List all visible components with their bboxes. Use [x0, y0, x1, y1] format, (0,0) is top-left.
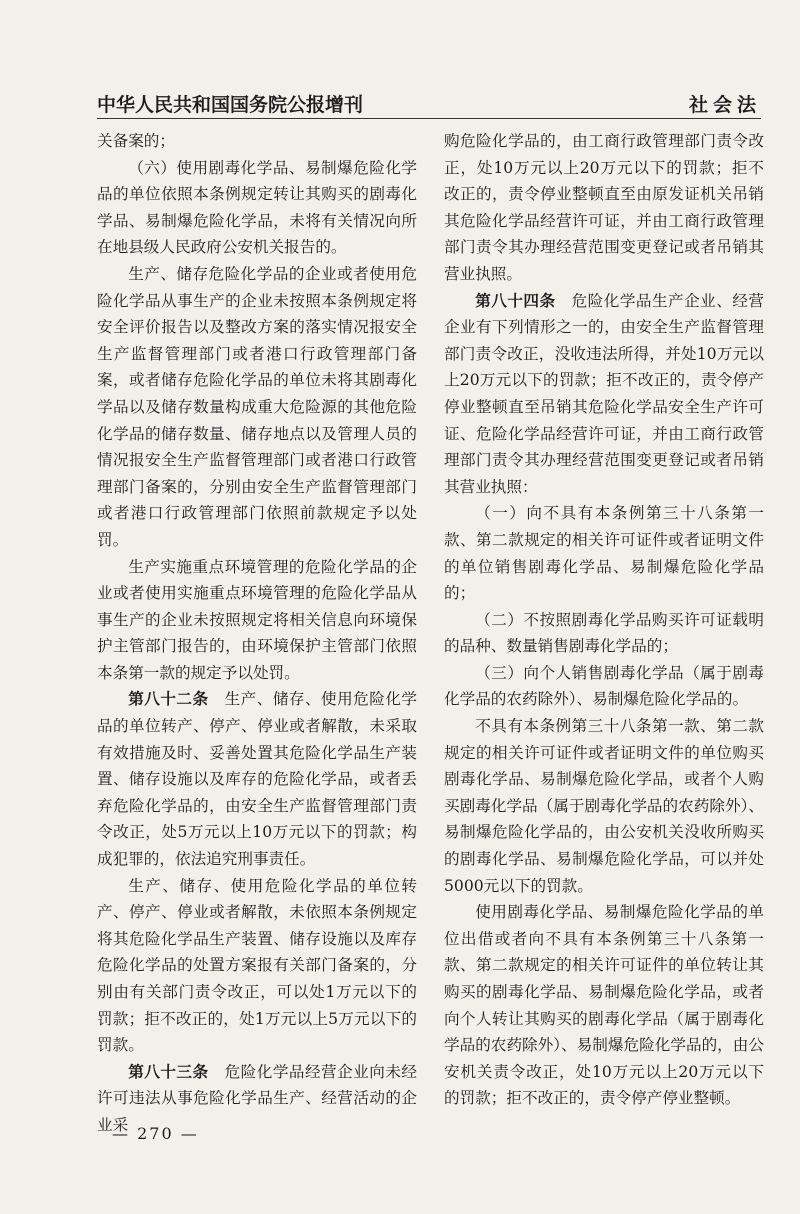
paragraph: [444, 500, 764, 606]
gazette-title: 中华人民共和国国务院公报增刊: [97, 94, 364, 116]
paragraph-text: 不具有本条例第三十八条第一款、第二款规定的相关许可证件或者证明文件的单位购买剧毒化学品、易制爆危险化学品，或者个人购买剧毒化学品（属于剧毒化学品的农药除外）、易制爆危险化学品的，由公安机关没收所购买的剧毒化学品、易制爆危险化学品，可以并处5000元以下的罚款。: [444, 717, 764, 895]
paragraph-text: （一）向不具有本条例第三十八条第一款、第二款规定的相关许可证件或者证明文件的单位销售剧毒化学品、易制爆危险化学品的；: [444, 504, 764, 603]
section-title: 社会法: [688, 94, 761, 116]
paragraph: [444, 288, 764, 501]
right-column: [444, 128, 764, 1112]
paragraph-text: 生产、储存危险化学品的企业或者使用危险化学品从事生产的企业未按照本条例规定将安全评价报告以及整改方案的落实情况报安全生产监督管理部门或者港口行政管理部门备案，或者储存危险化学品的单位未将其剧毒化学品以及储存数量构成重大危险源的其他危险化学品的储存数量、储存地点以及管理人员的情况报安全生产监督管理部门或者港口行政管理部门备案的，分别由安全生产监督管理部门或者港口行政管理部门依照前款规定予以处罚。: [97, 264, 417, 549]
article-number: 第八十三条: [128, 1061, 209, 1081]
paragraph-text: 使用剧毒化学品、易制爆危险化学品的单位出借或者向不具有本条例第三十八条第一款、第二款规定的相关许可证件的单位转让其购买的剧毒化学品、易制爆危险化学品，或者向个人转让其购买的剧毒化学品（属于剧毒化学品的农药除外）、易制爆危险化学品的，由公安机关责令改正，处10万元以上20万元以下的罚款；拒不改正的，责令停产停业整顿。: [444, 903, 764, 1108]
header-rule: [97, 118, 761, 119]
paragraph-text: 关备案的；: [97, 132, 175, 150]
paragraph: [97, 873, 417, 1059]
paragraph: [97, 554, 417, 687]
article-number: 第八十二条: [128, 689, 209, 709]
page-number: — 270 —: [112, 1124, 199, 1143]
paragraph-text: 危险化学品经营企业向未经许可违法从事危险化学品生产、经营活动的企业采: [97, 1062, 417, 1134]
paragraph-text: 危险化学品生产企业、经营企业有下列情形之一的，由安全生产监督管理部门责令改正，没收违法所得，并处10万元以上20万元以下的罚款；拒不改正的，责令停产停业整顿直至吊销其危险化学品安全生产许可证、危险化学品经营许可证，并由工商行政管理部门责令其办理经营范围变更登记或者吊销其营业执照：: [444, 291, 764, 496]
paragraph: [97, 261, 417, 554]
paragraph-text: 生产、储存、使用危险化学品的单位转产、停产、停业或者解散，未依照本条例规定将其危险化学品生产装置、储存设施以及库存危险化学品的处置方案报有关部门备案的，分别由有关部门责令改正，可以处1万元以下的罚款；拒不改正的，处1万元以上5万元以下的罚款。: [97, 876, 417, 1055]
paragraph: [444, 128, 764, 288]
paragraph: [444, 660, 764, 713]
paragraph-text: 生产实施重点环境管理的危险化学品的企业或者使用实施重点环境管理的危险化学品从事生产的企业未按照规定将相关信息向环境保护主管部门报告的，由环境保护主管部门依照本条第一款的规定予以处罚。: [97, 557, 417, 682]
paragraph: [444, 713, 764, 899]
paragraph-text: 购危险化学品的，由工商行政管理部门责令改正，处10万元以上20万元以下的罚款；拒不改正的，责令停业整顿直至由原发证机关吊销其危险化学品经营许可证，并由工商行政管理部门责令其办理经营范围变更登记或者吊销其营业执照。: [444, 132, 764, 283]
paragraph: [97, 686, 417, 872]
running-header: [97, 86, 761, 116]
paragraph: [97, 128, 417, 155]
paragraph-text: 生产、储存、使用危险化学品的单位转产、停产、停业或者解散，未采取有效措施及时、妥善处置其危险化学品生产装置、储存设施以及库存的危险化学品，或者丢弃危险化学品的，由安全生产监督管理部门责令改正，处5万元以上10万元以下的罚款；构成犯罪的，依法追究刑事责任。: [97, 690, 417, 869]
paragraph-text: （三）向个人销售剧毒化学品（属于剧毒化学品的农药除外）、易制爆危险化学品的。: [444, 663, 764, 709]
paragraph: [444, 899, 764, 1112]
paragraph: [444, 607, 764, 660]
paragraph-text: （二）不按照剧毒化学品购买许可证载明的品种、数量销售剧毒化学品的；: [444, 610, 764, 656]
article-number: 第八十四条: [475, 290, 556, 310]
left-column: [97, 128, 417, 1139]
paragraph: [97, 155, 417, 261]
paragraph-text: （六）使用剧毒化学品、易制爆危险化学品的单位依照本条例规定转让其购买的剧毒化学品、易制爆危险化学品，未将有关情况向所在地县级人民政府公安机关报告的。: [97, 158, 417, 257]
